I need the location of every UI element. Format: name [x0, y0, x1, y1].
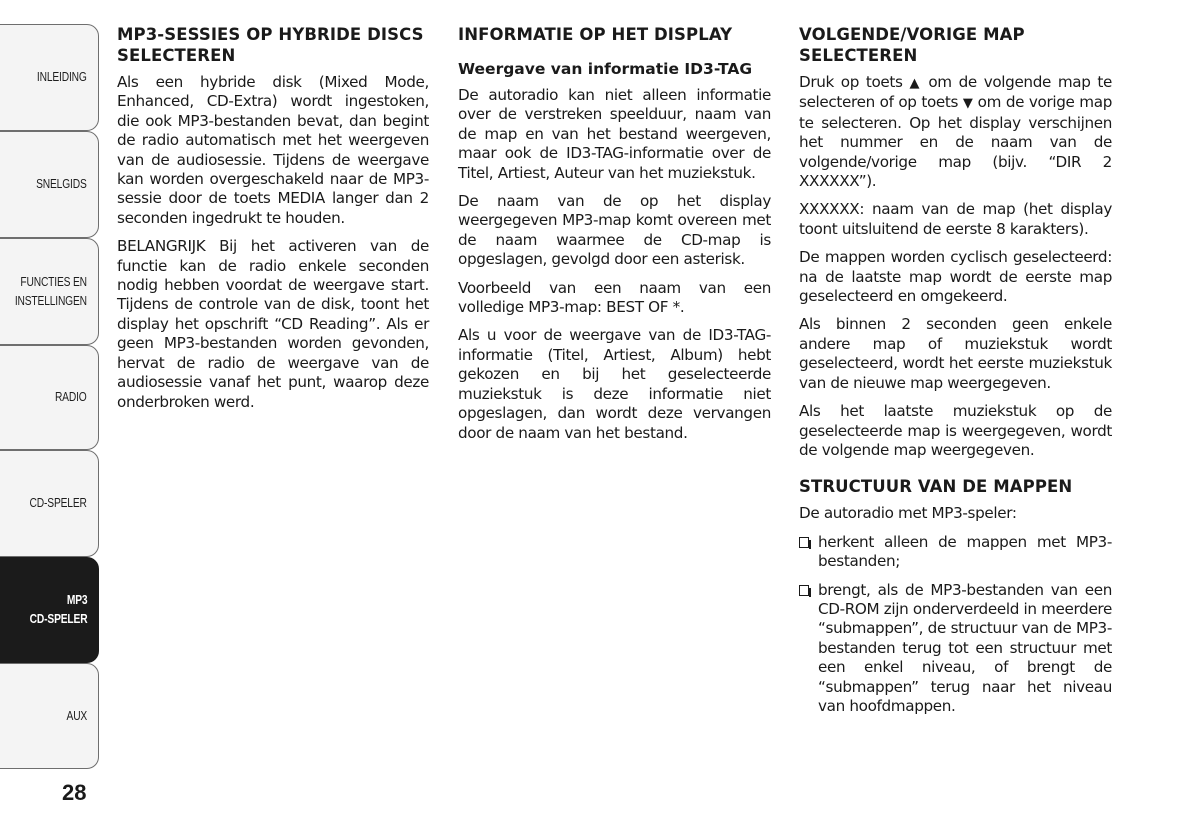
text-run: om de volgende map te selecteren of op toets — [799, 73, 1112, 112]
tab-mp3-cd-speler[interactable] — [0, 557, 99, 663]
column-2 — [458, 24, 771, 452]
up-arrow-icon: ▲ — [909, 76, 922, 91]
text-run: Druk op toets — [799, 73, 910, 91]
tab-label: CD-SPELER — [29, 496, 87, 510]
paragraph: De mappen worden cyclisch geselecteerd: na de laatste map wordt de eerste map geselecteerd en omgekeerd. — [799, 248, 1112, 306]
column-1 — [117, 24, 429, 421]
paragraph: XXXXXX: naam van de map (het display toont uitsluitend de eerste 8 karakters). — [799, 200, 1112, 238]
tab-label: RADIO — [55, 390, 87, 404]
tab-inleiding[interactable] — [0, 24, 99, 131]
sub-heading: Weergave van informatie ID3-TAG — [458, 60, 753, 78]
tab-label: INLEIDING — [37, 70, 87, 84]
section-heading: INFORMATIE OP HET DISPLAY — [458, 25, 733, 44]
list-item — [799, 533, 1112, 572]
paragraph: De naam van de op het display weergegeven MP3-map komt overeen met de naam waarmee de CD-map is opgeslagen, gevolgd door een asterisk. — [458, 192, 771, 269]
down-arrow-icon: ▼ — [962, 96, 973, 112]
tab-functies-en-instellingen[interactable] — [0, 238, 99, 345]
checkbox-bullet-icon — [799, 537, 809, 548]
tab-label: SNELGIDS — [36, 177, 87, 191]
checkbox-bullet-icon — [799, 585, 809, 596]
bullet-list — [799, 533, 1112, 717]
section-heading: STRUCTUUR VAN DE MAPPEN — [799, 477, 1073, 497]
paragraph: De autoradio kan niet alleen informatie over de verstreken speelduur, naam van de map en van het bestand weergeven, maar ook de ID3-TAG-informatie over de Titel, Artiest, Auteur van het muziekstuk. — [458, 86, 771, 182]
section-heading: VOLGENDE/VORIGE MAP SELECTEREN — [799, 25, 1025, 65]
tab-label: AUX — [66, 708, 87, 723]
list-item-text: brengt, als de MP3-bestanden van een CD-ROM zijn onderverdeeld in meerdere “submappen”, de structuur van de MP3-bestanden terug tot een structuur met een enkel niveau, of brengt de “submappen” terug naar het niveau van hoofdmappen. — [818, 580, 1112, 715]
paragraph: Als het laatste muziekstuk op de geselecteerde map is weergegeven, wordt de volgende map weergegeven. — [799, 402, 1112, 459]
paragraph: Als u voor de weergave van de ID3-TAG-informatie (Titel, Artiest, Album) hebt gekozen en bij het geselecteerde muziekstuk is deze informatie niet opgeslagen, dan wordt deze vervangen door de naam van het bestand. — [458, 326, 771, 442]
paragraph: BELANGRIJK Bij het activeren van de functie kan de radio enkele seconden nodig hebben voordat de weergave start. Tijdens de controle van de disk, toont het display het opschrift “CD Reading”. Als er geen MP3-bestanden worden gevonden, hervat de radio de weergave van de audiosessie vanaf het punt, waarop deze onderbroken werd. — [117, 237, 429, 411]
section-heading: MP3-SESSIES OP HYBRIDE DISCS SELECTEREN — [117, 25, 424, 65]
paragraph — [799, 73, 1112, 191]
text-run: om de vorige map te selecteren. Op het display verschijnen het nummer en de naam van de volgende/vorige map (bijv. “DIR 2 XXXXXX”). — [799, 93, 1113, 191]
paragraph: De autoradio met MP3-speler: — [799, 504, 1017, 523]
section-tabs — [0, 0, 100, 823]
paragraph: Voorbeeld van een naam van een volledige MP3-map: BEST OF *. — [458, 278, 771, 317]
paragraph: Als een hybride disk (Mixed Mode, Enhanced, CD-Extra) wordt ingestoken, die ook MP3-bestanden bevat, dan begint de radio automatisch met het weergeven van de audiosessie. Tijdens de weergave kan worden overgeschakeld naar de MP3-sessie door de toets MEDIA langer dan 2 seconden ingedrukt te houden. — [117, 73, 429, 227]
column-3 — [799, 24, 1112, 725]
tab-radio[interactable] — [0, 345, 99, 450]
tab-label: MP3 CD-SPELER — [29, 593, 87, 626]
tab-label: FUNCTIES EN INSTELLINGEN — [14, 274, 87, 308]
paragraph: Als binnen 2 seconden geen enkele andere map of muziekstuk wordt geselecteerd, wordt het eerste muziekstuk van de nieuwe map weergegeven. — [799, 315, 1112, 392]
page-number: 28 — [62, 780, 87, 805]
tab-aux[interactable] — [0, 663, 99, 769]
tab-cd-speler[interactable] — [0, 450, 99, 557]
list-item-text: herkent alleen de mappen met MP3-bestanden; — [818, 532, 1112, 571]
tab-snelgids[interactable] — [0, 131, 99, 238]
list-item — [799, 581, 1112, 717]
